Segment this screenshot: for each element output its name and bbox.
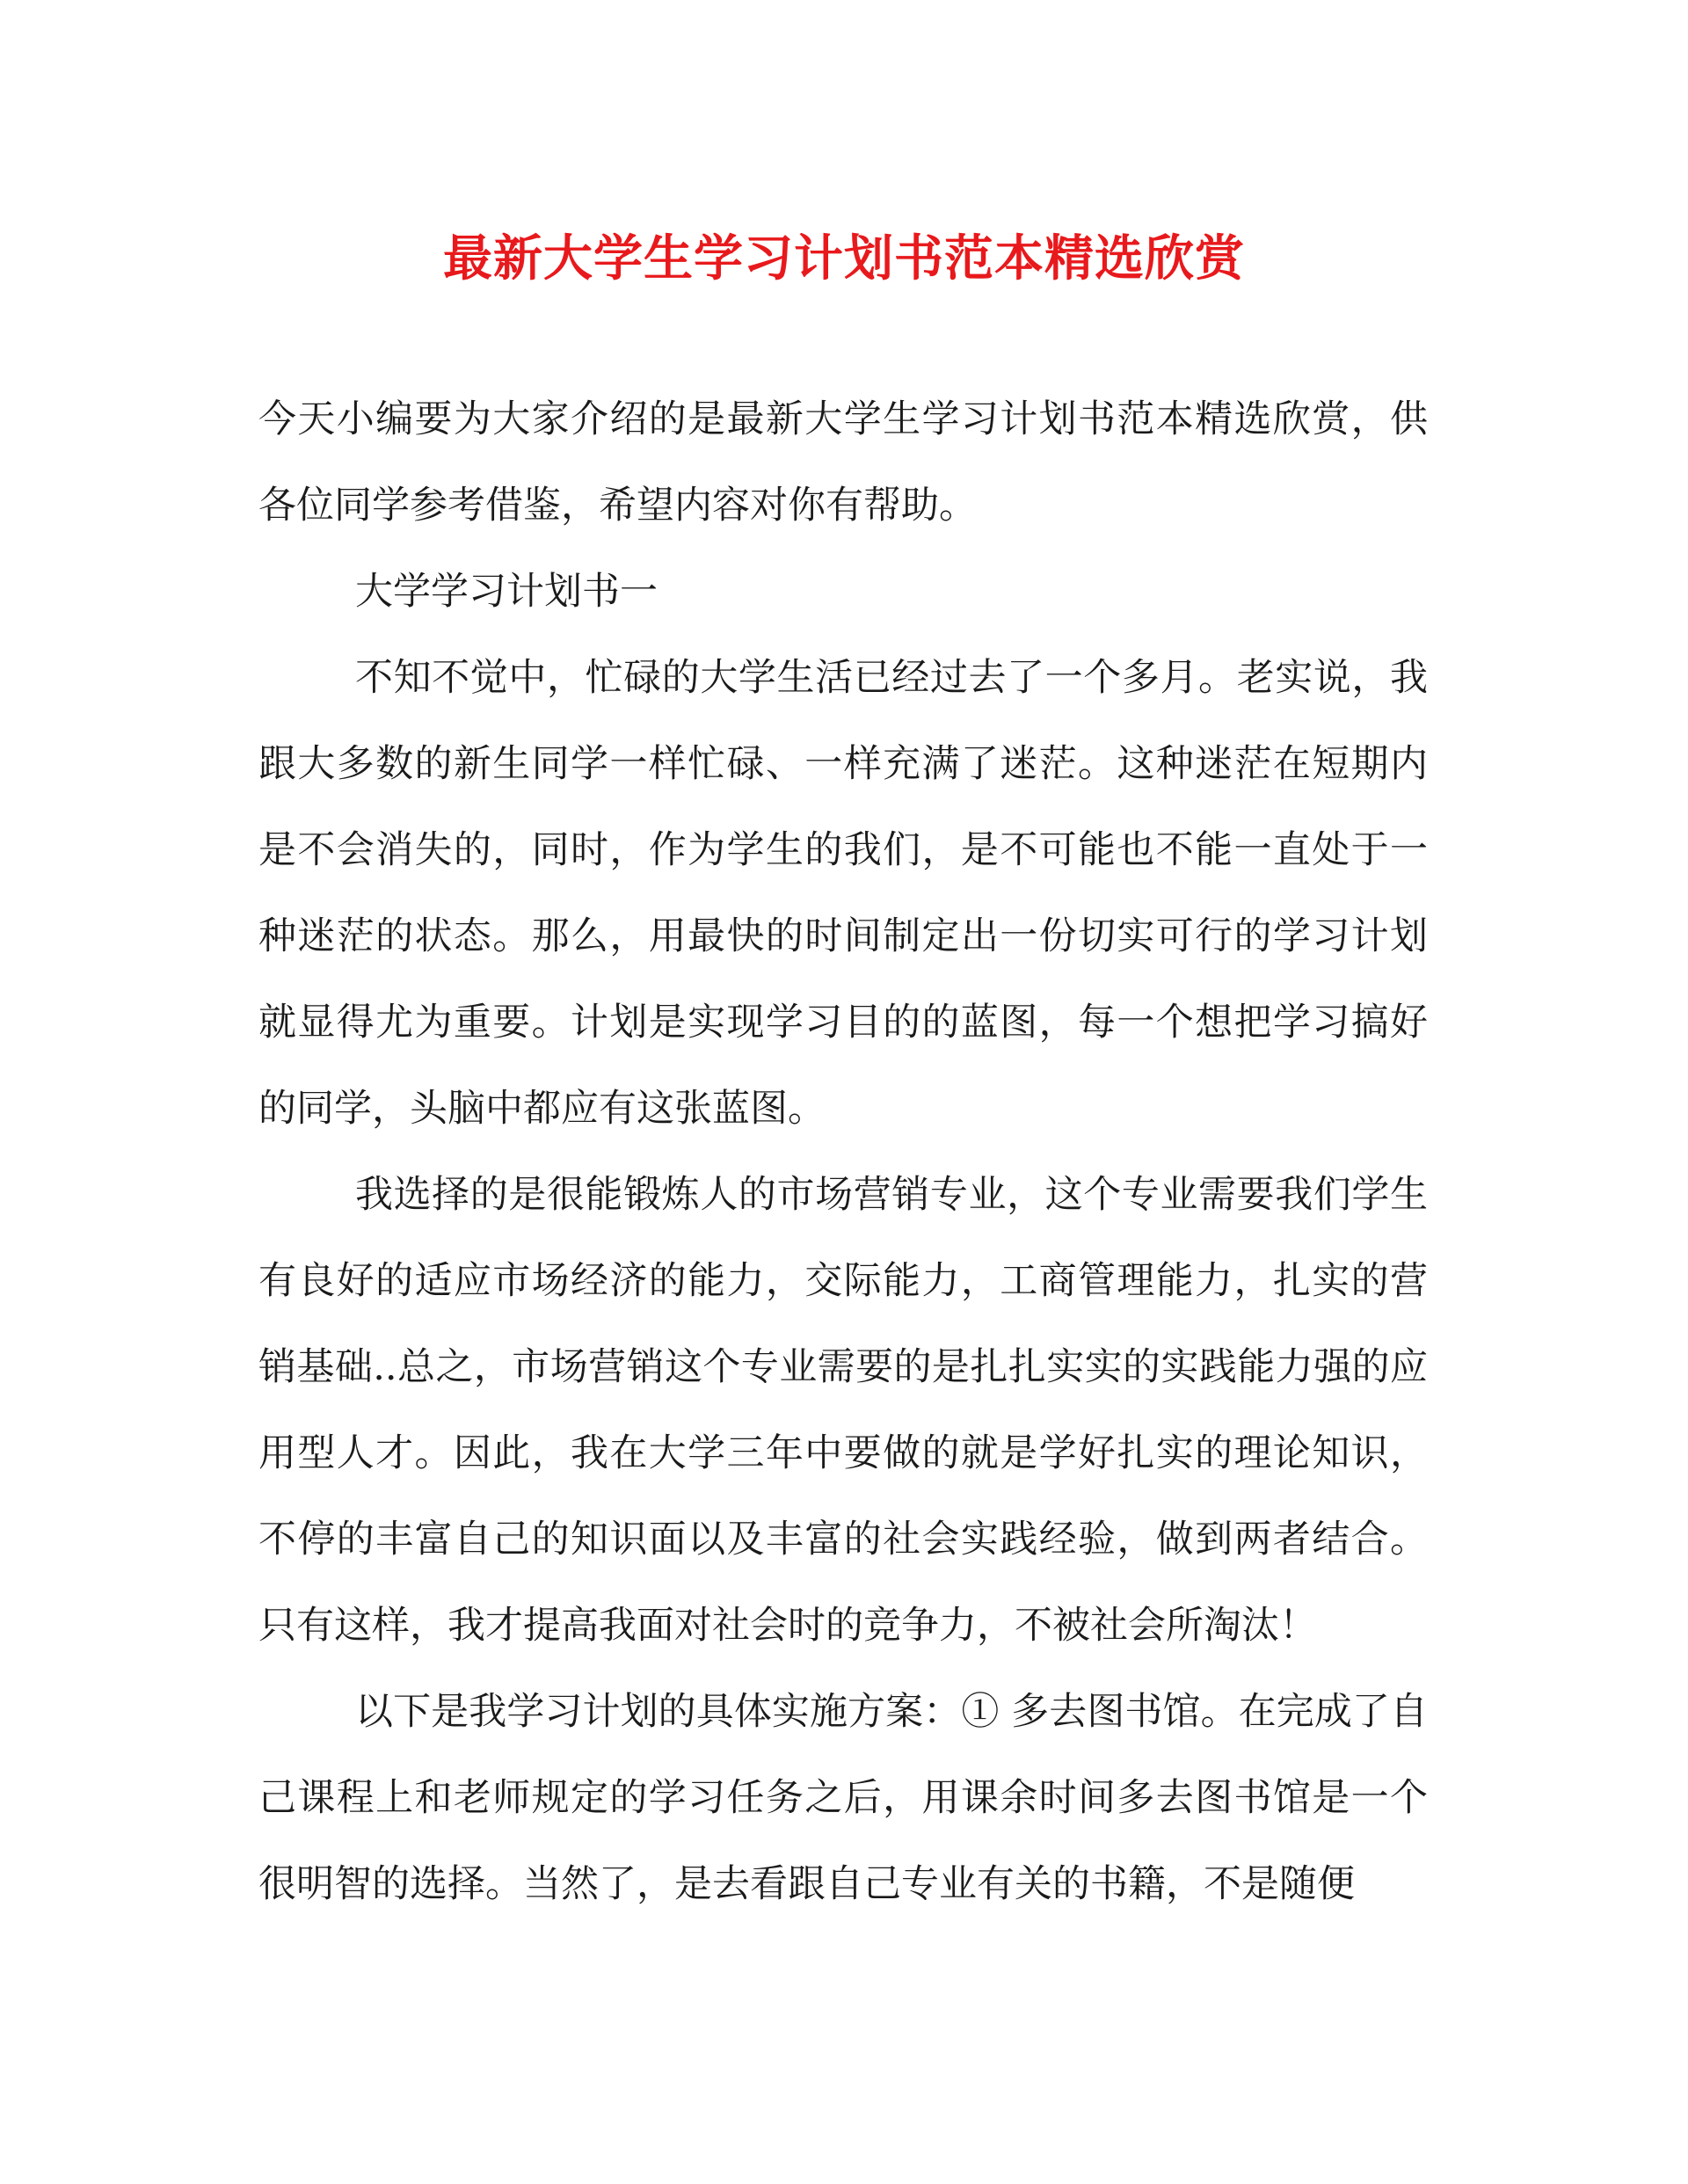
body-paragraph: 以下是我学习计划的具体实施方案：① 多去图书馆。在完成了自己课程上和老师规定的学习任务之后，用课余时间多去图书馆是一个很明智的选择。当然了，是去看跟自己专业有关的书籍，不是随便 (258, 1690, 1428, 1906)
document-body (258, 376, 1428, 1927)
document-title: 最新大学生学习计划书范本精选欣赏 (443, 229, 1245, 288)
body-paragraph: 我选择的是很能锻炼人的市场营销专业，这个专业需要我们学生有良好的适应市场经济的能力，交际能力，工商管理能力，扎实的营销基础..总之，市场营销这个专业需要的是扎扎实实的实践能力强的应用型人才。因此，我在大学三年中要做的就是学好扎实的理论知识，不停的丰富自己的知识面以及丰富的社会实践经验，做到两者结合。只有这样，我才提高我面对社会时的竞争力，不被社会所淘汰！ (258, 1173, 1428, 1648)
section-heading: 大学学习计划书一 (355, 570, 658, 614)
intro-paragraph: 今天小编要为大家介绍的是最新大学生学习计划书范本精选欣赏，供各位同学参考借鉴，希望内容对你有帮助。 (258, 397, 1428, 528)
body-paragraph: 不知不觉中，忙碌的大学生活已经过去了一个多月。老实说，我跟大多数的新生同学一样忙碌、一样充满了迷茫。这种迷茫在短期内是不会消失的，同时，作为学生的我们，是不可能也不能一直处于一种迷茫的状态。那么，用最快的时间制定出一份切实可行的学习计划就显得尤为重要。计划是实现学习目的的蓝图，每一个想把学习搞好的同学，头脑中都应有这张蓝图。 (258, 656, 1428, 1131)
